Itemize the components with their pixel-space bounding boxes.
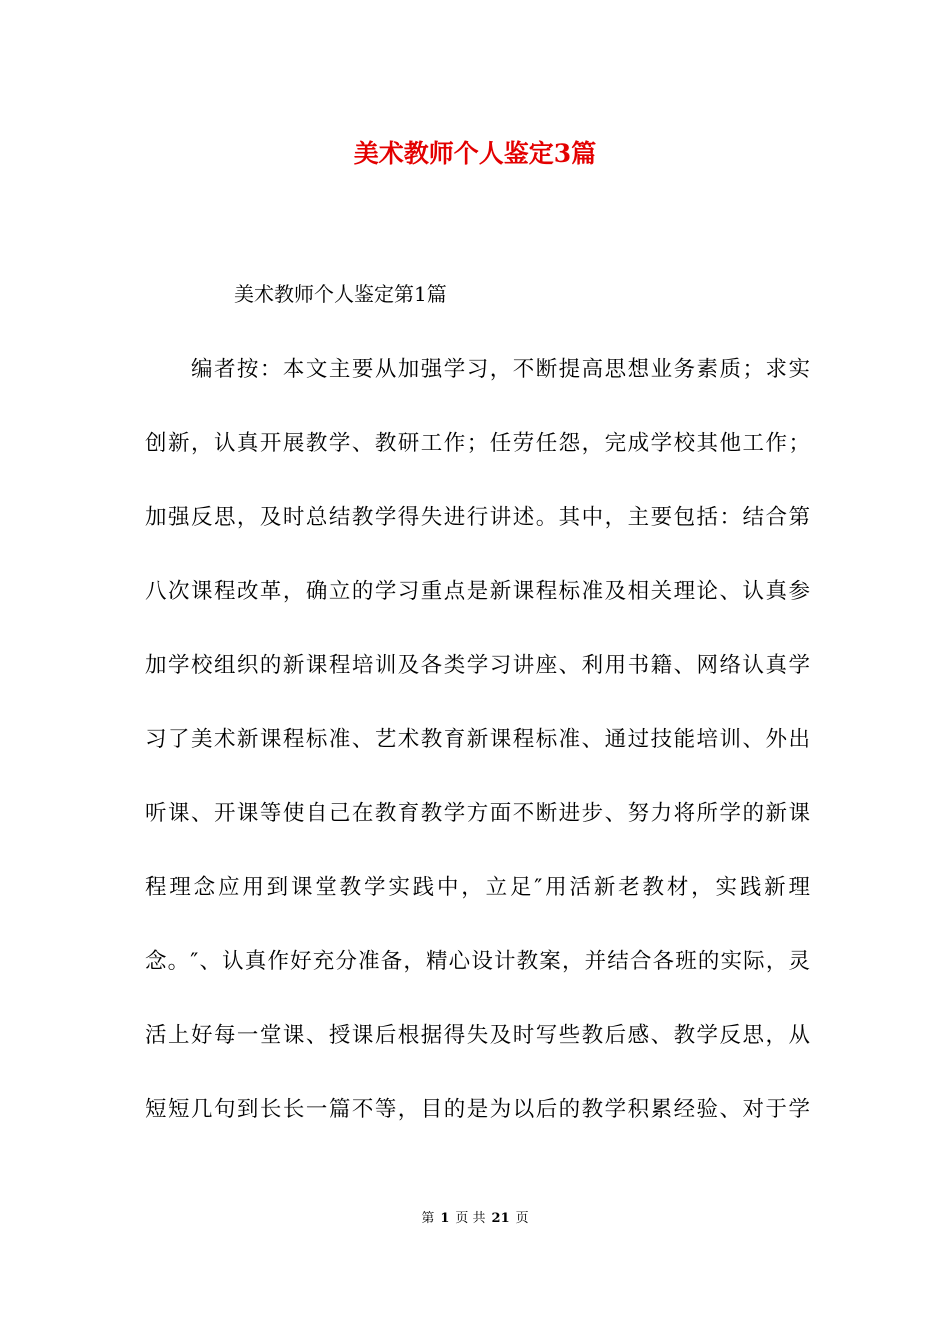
paragraph-line: 加学校组织的新课程培训及各类学习讲座、利用书籍、网络认真学 bbox=[145, 653, 810, 678]
page-footer bbox=[0, 1209, 950, 1229]
paragraph-line: 创新，认真开展教学、教研工作；任劳任怨，完成学校其他工作； bbox=[145, 431, 810, 456]
page-suffix: 页 bbox=[515, 1211, 529, 1226]
page-prefix: 第 bbox=[421, 1211, 435, 1226]
paragraph-line: 活上好每一堂课、授课后根据得失及时写些教后感、教学反思，从 bbox=[145, 1023, 810, 1048]
page-middle: 页 共 bbox=[455, 1211, 486, 1226]
document-title: 美术教师个人鉴定3篇 bbox=[353, 139, 597, 168]
paragraph-line: 听课、开课等使自己在教育教学方面不断进步、努力将所学的新课 bbox=[145, 801, 810, 826]
paragraph-line: 习了美术新课程标准、艺术教育新课程标准、通过技能培训、外出 bbox=[145, 727, 810, 752]
paragraph-line: 念。″、认真作好充分准备，精心设计教案，并结合各班的实际，灵 bbox=[145, 949, 810, 974]
paragraph-line: 加强反思，及时总结教学得失进行讲述。其中，主要包括：结合第 bbox=[145, 505, 810, 530]
paragraph-line: 短短几句到长长一篇不等，目的是为以后的教学积累经验、对于学 bbox=[145, 1097, 810, 1122]
current-page-number: 1 bbox=[440, 1211, 450, 1226]
body-paragraph bbox=[145, 350, 810, 1164]
paragraph-line: 程理念应用到课堂教学实践中，立足″用活新老教材，实践新理 bbox=[145, 875, 810, 900]
section-heading: 美术教师个人鉴定第1篇 bbox=[234, 282, 447, 306]
total-pages-number: 21 bbox=[491, 1211, 510, 1226]
paragraph-line: 八次课程改革，确立的学习重点是新课程标准及相关理论、认真参 bbox=[145, 579, 810, 604]
paragraph-line: 编者按：本文主要从加强学习，不断提高思想业务素质；求实 bbox=[145, 357, 810, 382]
